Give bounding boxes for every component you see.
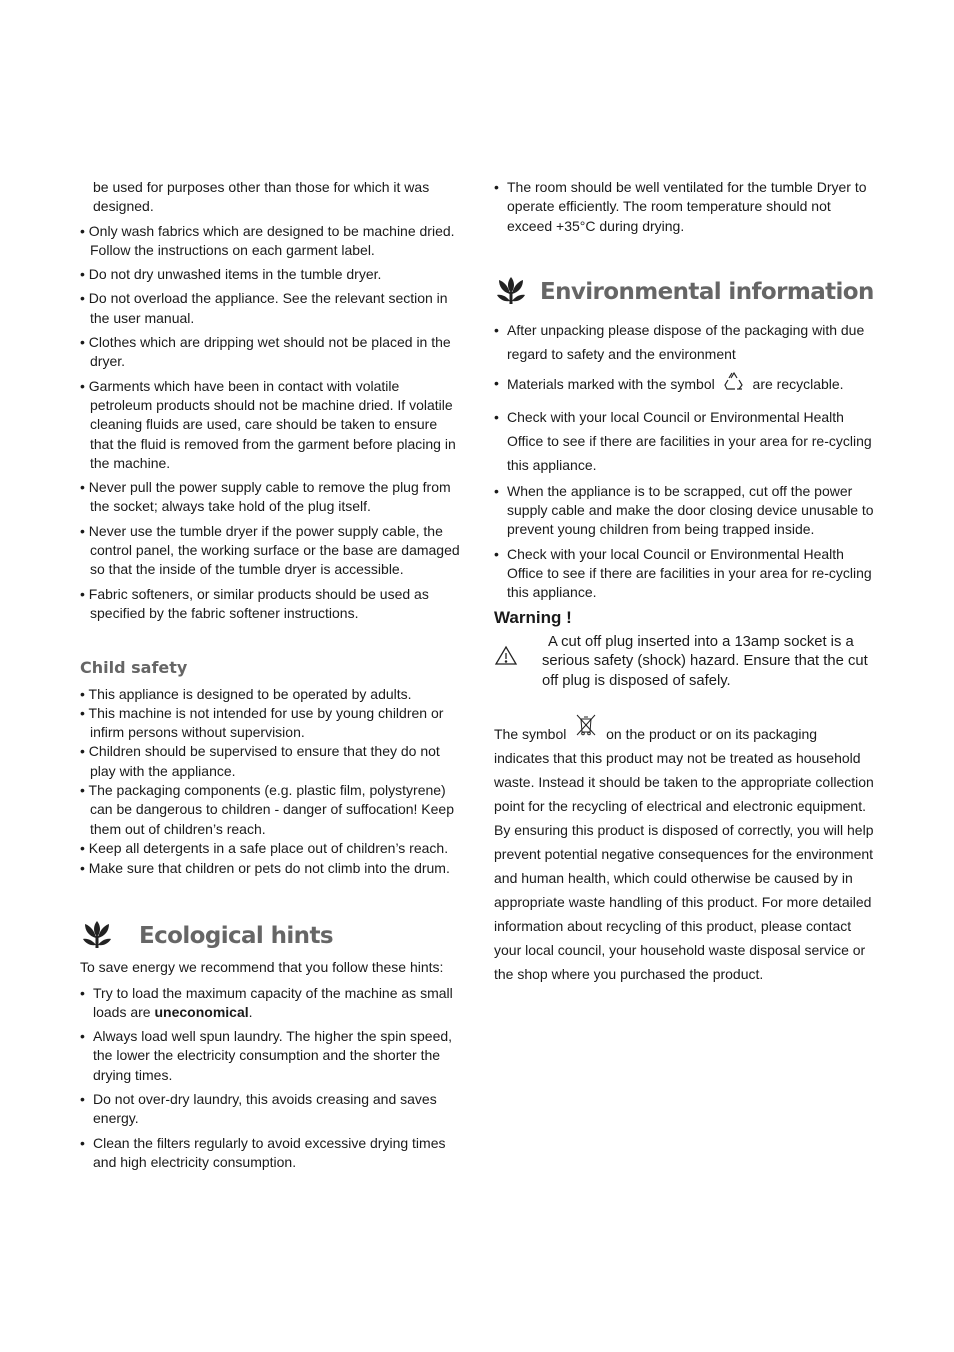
flower-icon <box>494 274 528 306</box>
warning-title: Warning ! <box>494 607 572 627</box>
safety-item: • Never use the tumble dryer if the power supply cable, the control panel, the working surface or the base are damaged so that the inside of the tumble dryer is accessible. <box>80 522 460 578</box>
safety-item-continued: be used for purposes other than those for which it was designed. <box>93 179 430 215</box>
ventilation-item: • The room should be well ventilated for the tumble Dryer to operate efficiently. The room temperature should not exceed +35°C during drying. <box>494 179 867 234</box>
ecological-hint-item: • Always load well spun laundry. The higher the spin speed, the lower the electricity consumption and the shorter the drying times. <box>80 1028 453 1083</box>
child-safety-item: • Children should be supervised to ensure that they do not play with the appliance. <box>80 743 440 779</box>
environmental-item: • Materials marked with the symbol are recyclable. <box>494 371 876 400</box>
flower-icon <box>80 918 114 950</box>
child-safety-heading: Child safety <box>80 658 188 678</box>
environmental-information-title: Environmental information <box>540 278 874 305</box>
safety-item: • Clothes which are dripping wet should not be placed in the dryer. <box>80 334 451 370</box>
child-safety-item: • Make sure that children or pets do not climb into the drum. <box>80 860 450 877</box>
ecological-hints-title: Ecological hints <box>139 923 333 950</box>
warning-triangle-icon <box>494 633 542 671</box>
environmental-item: • Check with your local Council or Environmental Health Office to see if there are facilities in your area for re-cycling this appliance. <box>494 408 872 473</box>
left-column <box>80 178 460 1177</box>
ecological-hints-intro: To save energy we recommend that you follow these hints: <box>80 959 444 976</box>
environmental-item: • When the appliance is to be scrapped, cut off the power supply cable and make the door closing device unusable to prevent young children from being trapped inside. <box>494 482 874 538</box>
child-safety-item: • The packaging components (e.g. plastic film, polystyrene) can be dangerous to children - danger of suffocation! Keep them out of children’s reach. <box>80 782 454 837</box>
safety-item: • Never pull the power supply cable to remove the plug from the socket; always take hold of the plug itself. <box>80 479 451 515</box>
child-safety-item: • This appliance is designed to be operated by adults. <box>80 685 412 702</box>
warning-text: A cut off plug inserted into a 13amp socket is a serious safety (shock) hazard. Ensure that the cut off plug is disposed of safely. <box>542 633 868 689</box>
right-column <box>494 178 876 986</box>
recycle-icon <box>723 371 745 400</box>
ecological-hint-item: • Do not over-dry laundry, this avoids creasing and saves energy. <box>80 1090 437 1127</box>
warning-block <box>494 633 876 692</box>
crossed-bin-icon <box>574 713 598 744</box>
safety-item: • Fabric softeners, or similar products should be used as specified by the fabric softener instructions. <box>80 585 429 621</box>
ecological-hints-header <box>80 918 460 950</box>
environmental-information-header <box>494 274 876 306</box>
environmental-item: • Check with your local Council or Environmental Health Office to see if there are facilities in your area for re-cycling this appliance. <box>494 545 872 601</box>
child-safety-item: • This machine is not intended for use by young children or infirm persons without supervision. <box>80 704 444 741</box>
environmental-item: • After unpacking please dispose of the packaging with due regard to safety and the environment <box>494 321 865 362</box>
child-safety-item: • Keep all detergents in a safe place out of children’s reach. <box>80 839 449 856</box>
safety-item: • Do not dry unwashed items in the tumble dryer. <box>80 266 382 283</box>
weee-paragraph: The symbol on the product or on its packaging indicates that this product may not be treated as household waste. Instead it should be taken to the appropriate collection point for the recycling of electrical and electronic equipment. By ensuring this product is disposed of correctly, you will help prevent potential negative consequences for the environment and human health, which could otherwise be caused by in appropriate waste handling of this product. For more detailed information about recycling of this product, please contact your local council, your household waste disposal service or the shop where you purchased the product. <box>494 713 876 986</box>
safety-item: • Garments which have been in contact with volatile petroleum products should not be machine dried. If volatile cleaning fluids are used, care should be taken to ensure that the fluid is removed from the garment before placing in the machine. <box>80 377 456 471</box>
ecological-hint-item: • Try to load the maximum capacity of the machine as small loads are uneconomical. <box>80 984 453 1020</box>
ecological-hint-item: • Clean the filters regularly to avoid excessive drying times and high electricity consumption. <box>80 1134 446 1170</box>
safety-item: • Do not overload the appliance. See the relevant section in the user manual. <box>80 290 448 326</box>
safety-item: • Only wash fabrics which are designed to be machine dried. Follow the instructions on each garment label. <box>80 222 455 258</box>
